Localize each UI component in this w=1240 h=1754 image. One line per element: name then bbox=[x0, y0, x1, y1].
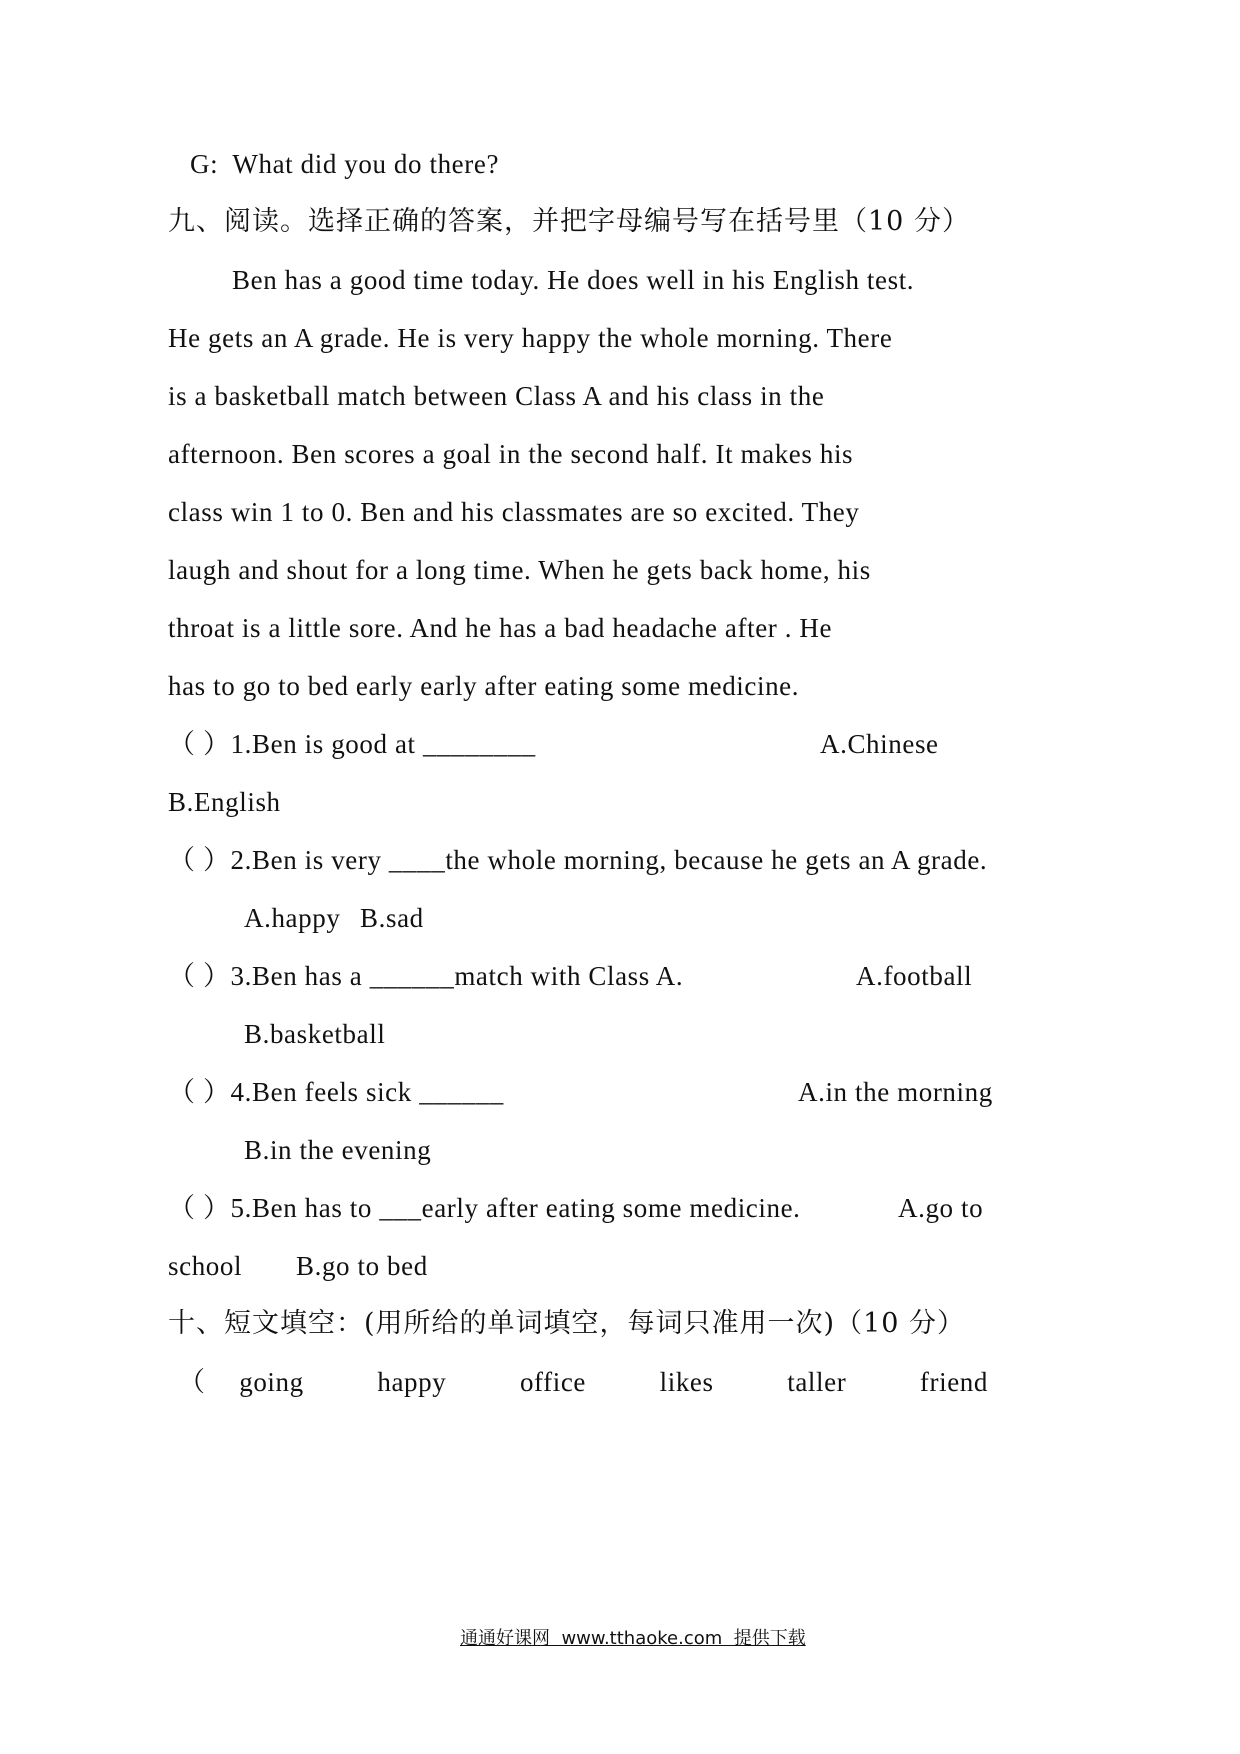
question-2-option-b: B.sad bbox=[360, 903, 424, 933]
question-1-option-b: B.English bbox=[168, 787, 281, 817]
question-4-stem: （ ）4.Ben feels sick ______ bbox=[168, 1077, 504, 1107]
question-4-option-a: A.in the morning bbox=[798, 1077, 993, 1107]
question-1-option-a: A.Chinese bbox=[820, 729, 939, 759]
word-bank-open-paren: （ bbox=[178, 1367, 206, 1397]
question-3-option-b: B.basketball bbox=[244, 1019, 386, 1049]
word-bank-item: taller bbox=[787, 1367, 847, 1397]
word-bank-item: friend bbox=[919, 1367, 988, 1397]
passage-line: is a basketball match between Class A and his class in the bbox=[168, 381, 825, 411]
question-5-option-b: B.go to bed bbox=[296, 1251, 428, 1281]
passage-line: class win 1 to 0. Ben and his classmates are so excited. They bbox=[168, 497, 860, 527]
word-bank-item: office bbox=[519, 1367, 587, 1397]
question-5-stem: （ ）5.Ben has to ___early after eating some medicine. bbox=[168, 1193, 801, 1223]
word-bank bbox=[178, 1364, 988, 1400]
prev-dialogue-line: G: What did you do there? bbox=[190, 149, 500, 179]
word-bank-item: likes bbox=[659, 1367, 714, 1397]
question-2-option-a: A.happy bbox=[244, 903, 341, 933]
passage-line: laugh and shout for a long time. When he gets back home, his bbox=[168, 555, 871, 585]
section-9-heading: 九、阅读。选择正确的答案，并把字母编号写在括号里（10 分） bbox=[168, 206, 970, 237]
question-3-stem: （ ）3.Ben has a ______match with Class A. bbox=[168, 961, 684, 991]
passage-line: afternoon. Ben scores a goal in the second half. It makes his bbox=[168, 439, 854, 469]
section-10-heading: 十、短文填空：(用所给的单词填空，每词只准用一次)（10 分） bbox=[168, 1308, 966, 1339]
passage-line: Ben has a good time today. He does well in his English test. bbox=[232, 265, 915, 295]
passage-line: has to go to bed early early after eating some medicine. bbox=[168, 671, 800, 701]
question-5-option-a-cont: school bbox=[168, 1251, 243, 1281]
question-2-stem: （ ）2.Ben is very ____the whole morning, because he gets an A grade. bbox=[168, 845, 988, 875]
word-bank-item: happy bbox=[377, 1367, 447, 1397]
question-3-option-a: A.football bbox=[856, 961, 973, 991]
question-1-stem: （ ）1.Ben is good at ________ bbox=[168, 729, 536, 759]
question-4-option-b: B.in the evening bbox=[244, 1135, 432, 1165]
footer-download-link[interactable]: 通通好课网 www.tthaoke.com 提供下载 bbox=[460, 1628, 806, 1649]
word-bank-item: going bbox=[239, 1367, 304, 1397]
passage-line: throat is a little sore. And he has a bad headache after . He bbox=[168, 613, 833, 643]
question-5-option-a: A.go to bbox=[898, 1193, 984, 1223]
passage-line: He gets an A grade. He is very happy the whole morning. There bbox=[168, 323, 893, 353]
